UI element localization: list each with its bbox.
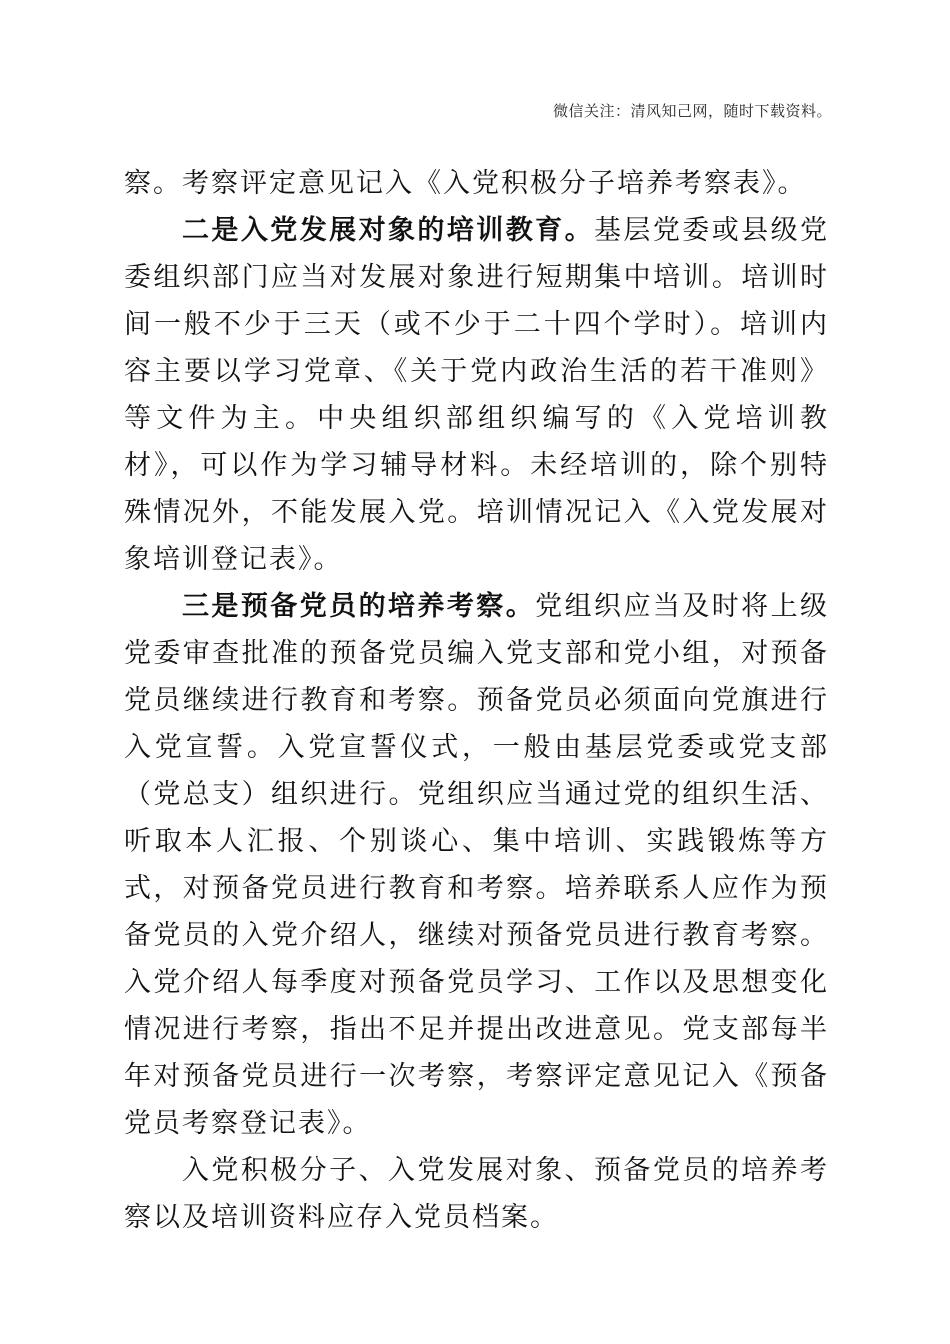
document-body — [124, 160, 829, 1241]
paragraph-text: 基层党委或县级党委组织部门应当对发展对象进行短期集中培训。培训时间一般不少于三天（或不少于二十四个学时）。培训内容主要以学习党章、《关于党内政治生活的若干准则》等文件为主。中央组织部组织编写的《入党培训教材》，可以作为学习辅导材料。未经培训的，除个别特殊情况外，不能发展入党。培训情况记入《入党发展对象培训登记表》。 — [124, 215, 829, 575]
paragraph-text: 察。考察评定意见记入《入党积极分子培养考察表》。 — [124, 168, 807, 199]
paragraph-probationary — [124, 583, 829, 1147]
paragraph-heading: 二是入党发展对象的培训教育。 — [182, 215, 594, 246]
paragraph-text: 党组织应当及时将上级党委审查批准的预备党员编入党支部和党小组，对预备党员继续进行教育和考察。预备党员必须面向党旗进行入党宣誓。入党宣誓仪式，一般由基层党委或党支部（党总支）组织进行。党组织应当通过党的组织生活、听取本人汇报、个别谈心、集中培训、实践锻炼等方式，对预备党员进行教育和考察。培养联系人应作为预备党员的入党介绍人，继续对预备党员进行教育考察。入党介绍人每季度对预备党员学习、工作以及思想变化情况进行考察，指出不足并提出改进意见。党支部每半年对预备党员进行一次考察，考察评定意见记入《预备党员考察登记表》。 — [124, 591, 830, 1139]
paragraph-archive — [124, 1147, 829, 1241]
paragraph-text: 入党积极分子、入党发展对象、预备党员的培养考察以及培训资料应存入党员档案。 — [124, 1155, 829, 1233]
paragraph-heading: 三是预备党员的培养考察。 — [182, 591, 536, 622]
paragraph-training — [124, 207, 829, 583]
header-note: 微信关注：清风知己网，随时下载资料。 — [552, 102, 832, 120]
paragraph-continuation — [124, 160, 829, 207]
